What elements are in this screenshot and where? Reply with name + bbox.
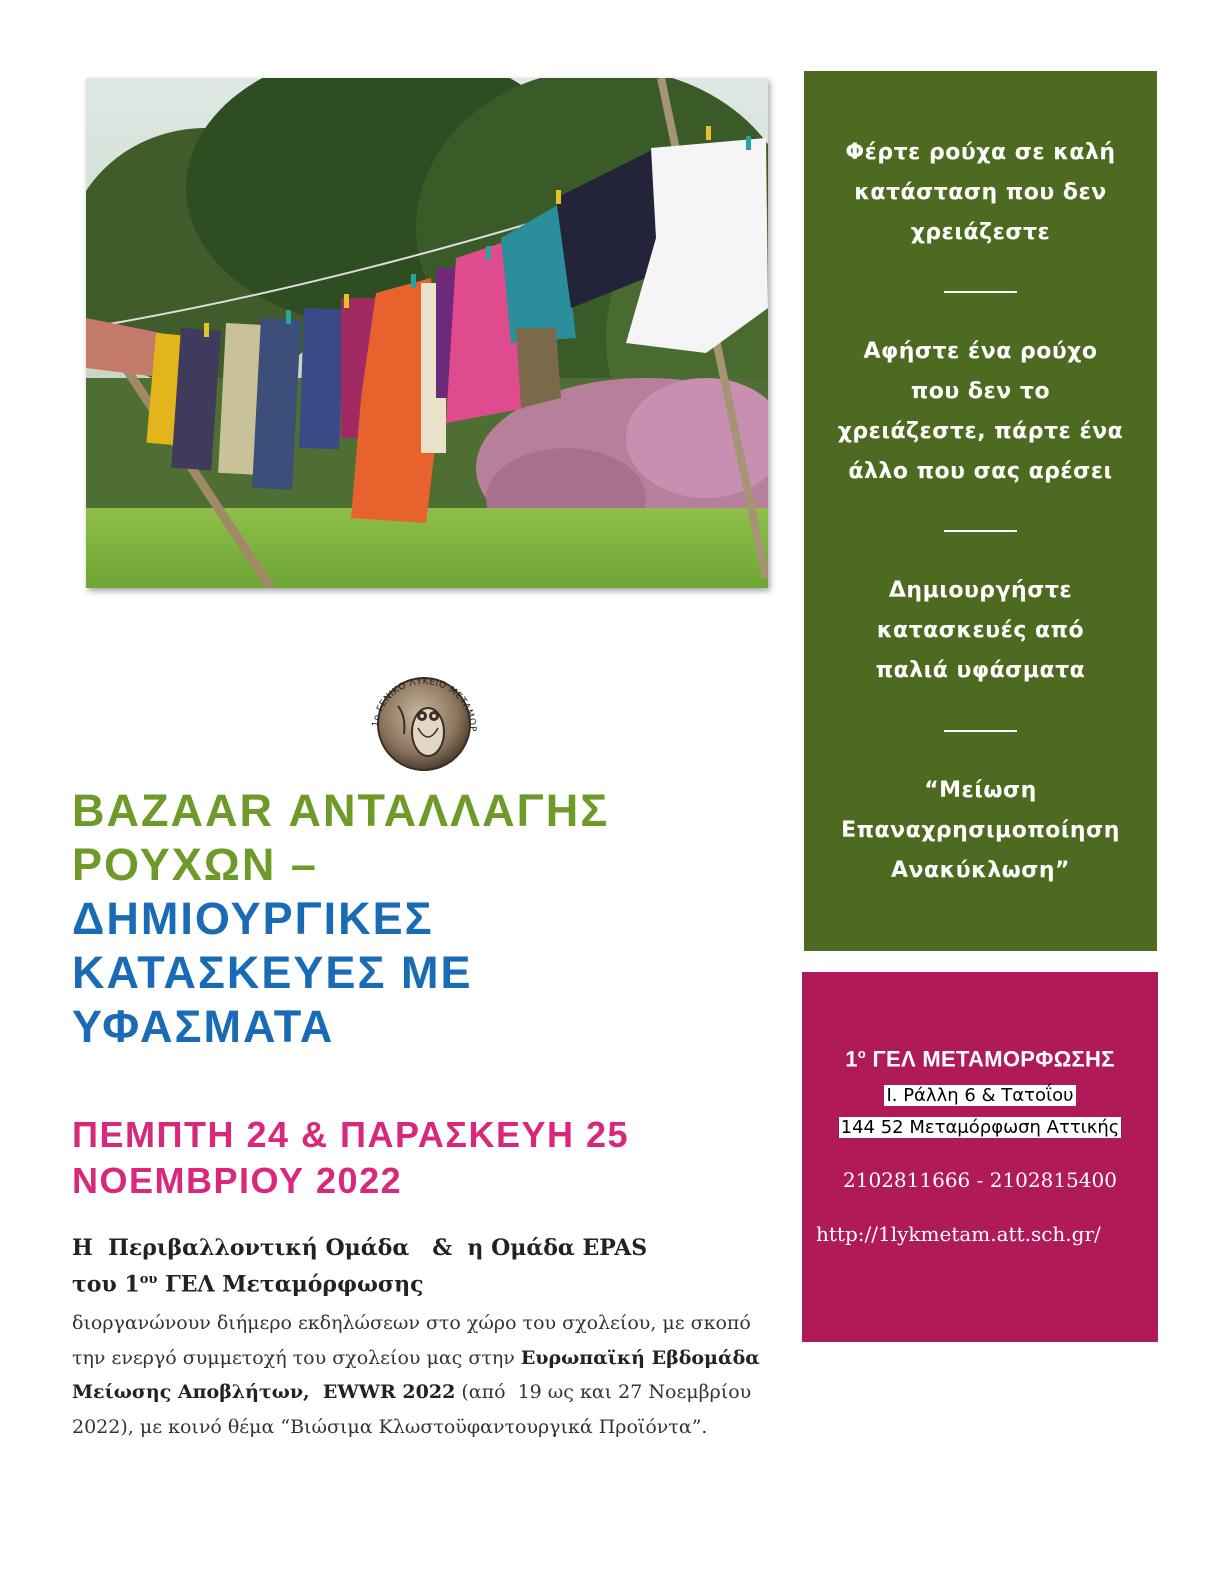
event-date	[72, 1112, 792, 1204]
info-line: παλιά υφάσματα	[875, 658, 1086, 683]
title-line: ΡΟΥΧΩΝ –	[72, 839, 318, 890]
info-line: χρειάζεστε	[910, 220, 1051, 245]
divider	[944, 730, 1017, 732]
address-line-1: Ι. Ράλλη 6 & Τατοΐου	[886, 1085, 1074, 1106]
info-item-swap-clothes	[804, 332, 1157, 492]
divider	[944, 530, 1017, 532]
date-line: ΠΕΜΠΤΗ 24 & ΠΑΡΑΣΚΕΥΗ 25	[72, 1114, 630, 1155]
owl-coin-icon	[358, 656, 490, 788]
title-line: BAZAAR ΑΝΤΑΛΛΑΓΗΣ	[72, 785, 610, 836]
info-item-crafts	[804, 571, 1157, 691]
info-line: Φέρτε ρούχα σε καλή	[845, 140, 1116, 165]
school-logo	[358, 656, 490, 788]
organizers-line: Η Περιβαλλοντική Ομάδα & η Ομάδα EPAS	[72, 1235, 648, 1261]
school-website-link[interactable]: http://1lykmetam.att.sch.gr/	[816, 1222, 1101, 1246]
organizers-line: του $1^{o\upsilon}$ ΓΕΛ Μεταμόρφωσης	[72, 1271, 424, 1298]
info-line: χρειάζεστε, πάρτε ένα	[837, 419, 1124, 444]
info-line: άλλο που σας αρέσει	[848, 459, 1113, 484]
info-line: Δημιουργήστε	[888, 578, 1073, 603]
info-panel-green	[804, 71, 1157, 951]
title-line: ΚΑΤΑΣΚΕΥΕΣ ΜΕ	[72, 947, 473, 998]
contact-panel	[802, 972, 1158, 1342]
logo-text: 1ο ΓΕΝΙΚΟ ΛΥΚΕΙΟ ΜΕΤΑΜΟΡ	[371, 676, 478, 733]
phone-numbers: 2102811666 - 2102815400	[843, 1168, 1117, 1192]
info-line: Επαναχρησιμοποίηση	[841, 818, 1120, 843]
info-line: κατασκευές από	[876, 618, 1085, 643]
event-title	[72, 784, 772, 1054]
event-description: διοργανώνουν διήμερο εκδηλώσεων στο χώρο του σχολείου, με σκοπό την ενεργό συμμετοχή του σχολείου μας στην Ευρωπαϊκή Εβδομάδα Μείωσης Αποβλήτων, EWWR 2022 (από 19 ως και 27 Νοεμβρίου 2022), με κοινό θέμα “Βιώσιμα Κλωστοϋφαντουργικά Προϊόντα”.	[72, 1312, 767, 1438]
info-line: Αφήστε ένα ρούχο	[863, 339, 1098, 364]
info-line: Ανακύκλωση”	[890, 858, 1071, 883]
info-line: “Μείωση	[924, 778, 1037, 803]
info-item-bring-clothes	[804, 133, 1157, 253]
clothesline-photo	[86, 78, 768, 588]
info-line: που δεν το	[910, 379, 1051, 404]
address-line-2: 144 52 Μεταμόρφωση Αττικής	[840, 1117, 1120, 1138]
title-line: ΥΦΑΣΜΑΤΑ	[72, 1001, 335, 1052]
school-name: $1^o$ ΓΕΛ ΜΕΤΑΜΟΡΦΩΣΗΣ	[845, 1046, 1115, 1072]
info-line: κατάσταση που δεν	[854, 180, 1107, 205]
title-line: ΔΗΜΙΟΥΡΓΙΚΕΣ	[72, 893, 434, 944]
info-item-motto	[804, 771, 1157, 891]
organizers	[72, 1232, 772, 1300]
date-line: ΝΟΕΜΒΡΙΟΥ 2022	[72, 1160, 403, 1201]
divider	[944, 291, 1017, 293]
